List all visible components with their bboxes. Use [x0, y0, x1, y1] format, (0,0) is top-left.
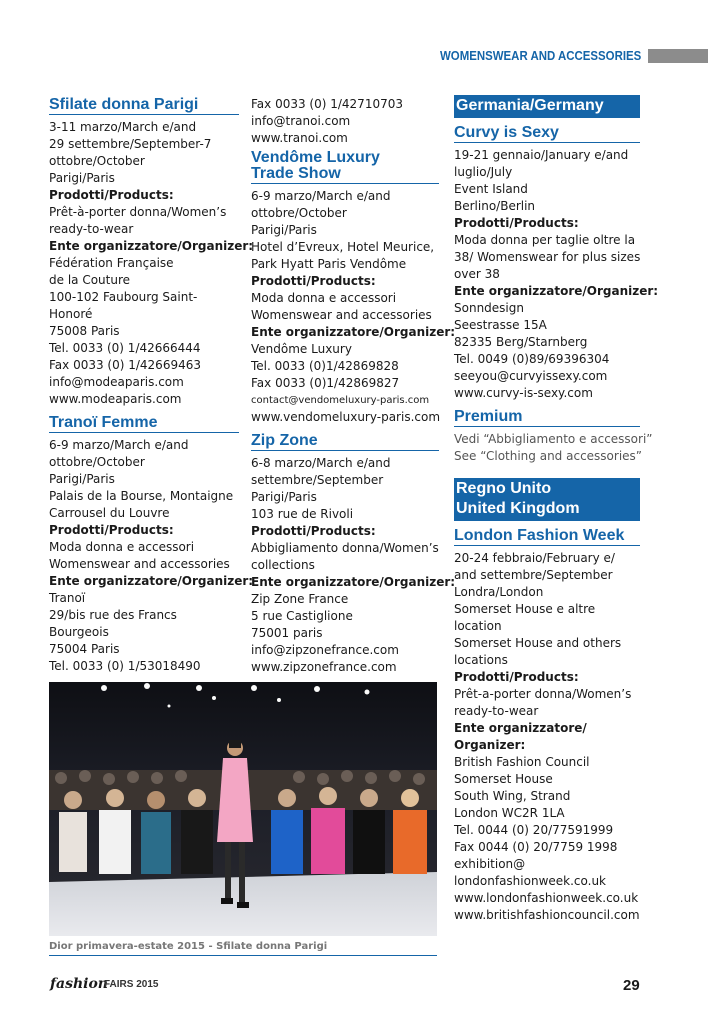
- organizer-text: 29/bis rue des Francs: [49, 608, 177, 622]
- fair-detail: ottobre/October: [49, 154, 145, 168]
- fair-detail: Londra/London: [454, 585, 544, 599]
- fair-detail: locations: [454, 653, 508, 667]
- products-text: Moda donna e accessori: [251, 291, 397, 305]
- fair-detail: Parigi/Paris: [251, 490, 317, 504]
- organizer-website: www.vendomeluxury-paris.com: [251, 410, 441, 424]
- organizer-text: British Fashion Council: [454, 755, 590, 769]
- fair-detail: 29 settembre/September-7: [49, 137, 212, 151]
- fair-detail: 20-24 febbraio/February e/: [454, 551, 615, 565]
- country-header: Germania/Germany: [454, 95, 640, 118]
- caption-rule: [49, 955, 437, 956]
- products-text: over 38: [454, 267, 500, 281]
- products-label: Prodotti/Products:: [49, 523, 174, 537]
- organizer-text: 5 rue Castiglione: [251, 609, 353, 623]
- fair-detail: Somerset House and others: [454, 636, 622, 650]
- organizer-email: londonfashionweek.co.uk: [454, 874, 607, 888]
- fair-title: London Fashion Week: [454, 527, 640, 546]
- fair-detail: 6-9 marzo/March e/and: [251, 189, 391, 203]
- fair-title: [251, 150, 439, 184]
- organizer-website: www.londonfashionweek.co.uk: [454, 891, 639, 905]
- organizer-text: 100-102 Faubourg Saint-: [49, 290, 198, 304]
- products-text: 38/ Womenswear for plus sizes: [454, 250, 641, 264]
- fair-detail: Palais de la Bourse, Montaigne: [49, 489, 234, 503]
- organizer-website: www.modeaparis.com: [49, 392, 182, 406]
- fair-title: Curvy is Sexy: [454, 124, 640, 143]
- organizer-label: Ente organizzatore/Organizer:: [49, 239, 254, 253]
- organizer-website: www.curvy-is-sexy.com: [454, 386, 593, 400]
- fair-detail: 103 rue de Rivoli: [251, 507, 354, 521]
- products-label: Prodotti/Products:: [454, 216, 579, 230]
- organizer-label: Ente organizzatore/Organizer:: [454, 284, 659, 298]
- organizer-text: de la Couture: [49, 273, 131, 287]
- organizer-website: www.britishfashioncouncil.com: [454, 908, 640, 922]
- cross-reference: Vedi “Abbigliamento e accessori”: [454, 432, 653, 446]
- fair-detail: Parigi/Paris: [49, 171, 115, 185]
- products-text: Moda donna per taglie oltre la: [454, 233, 636, 247]
- fair-detail: Hotel d’Evreux, Hotel Meurice,: [251, 240, 435, 254]
- products-text: Moda donna e accessori: [49, 540, 195, 554]
- column-right: [454, 95, 659, 924]
- products-text: ready-to-wear: [49, 222, 134, 236]
- organizer-text: 82335 Berg/Starnberg: [454, 335, 588, 349]
- fair-detail: luglio/July: [454, 165, 513, 179]
- fair-title: Premium: [454, 408, 640, 427]
- fair-title-line: Trade Show: [251, 165, 341, 182]
- page-number: 29: [623, 977, 640, 994]
- country-header: [454, 478, 640, 521]
- photo-caption: Dior primavera-estate 2015 - Sfilate donna Parigi: [49, 941, 328, 952]
- runway-photo-illustration: [49, 682, 437, 936]
- fair-detail: Somerset House e altre: [454, 602, 596, 616]
- organizer-text: Tel. 0033 (0)1/42869828: [251, 359, 399, 373]
- fair-detail: Parigi/Paris: [49, 472, 115, 486]
- organizer-text: Vendôme Luxury: [251, 342, 352, 356]
- fair-detail: Berlino/Berlin: [454, 199, 536, 213]
- organizer-text: Tel. 0044 (0) 20/77591999: [454, 823, 614, 837]
- products-text: Womenswear and accessories: [251, 308, 432, 322]
- organizer-email: info@modeaparis.com: [49, 375, 184, 389]
- header-bar: [648, 49, 708, 63]
- products-text: Womenswear and accessories: [49, 557, 230, 571]
- organizer-text: Fax 0033 (0) 1/42669463: [49, 358, 201, 372]
- publication-title: FAIRS 2015: [104, 979, 159, 990]
- country-header-line: Regno Unito: [456, 480, 552, 497]
- organizer-text: Tranoï: [49, 591, 86, 605]
- organizer-text: London WC2R 1LA: [454, 806, 565, 820]
- organizer-text: 75004 Paris: [49, 642, 120, 656]
- fair-detail: settembre/September: [251, 473, 384, 487]
- organizer-text: Honoré: [49, 307, 93, 321]
- column-middle: [251, 96, 456, 676]
- organizer-label: Ente organizzatore/Organizer:: [251, 325, 456, 339]
- organizer-text: Seestrasse 15A: [454, 318, 547, 332]
- organizer-text: Sonndesign: [454, 301, 524, 315]
- products-text: ready-to-wear: [454, 704, 539, 718]
- fair-detail: and settembre/September: [454, 568, 613, 582]
- products-label: Prodotti/Products:: [251, 274, 376, 288]
- fair-detail: 3-11 marzo/March e/and: [49, 120, 197, 134]
- organizer-label: Organizer:: [454, 738, 526, 752]
- products-text: collections: [251, 558, 315, 572]
- fair-detail: 6-8 marzo/March e/and: [251, 456, 391, 470]
- fair-detail: Park Hyatt Paris Vendôme: [251, 257, 407, 271]
- organizer-label: Ente organizzatore/Organizer:: [251, 575, 456, 589]
- fair-title-line: Vendôme Luxury: [251, 149, 380, 166]
- organizer-website: www.tranoi.com: [251, 131, 348, 145]
- runway-photo: [49, 682, 437, 936]
- organizer-text: Tel. 0033 (0) 1/42666444: [49, 341, 201, 355]
- products-label: Prodotti/Products:: [251, 524, 376, 538]
- organizer-email: exhibition@: [454, 857, 526, 871]
- fair-detail: location: [454, 619, 502, 633]
- organizer-text: Bourgeois: [49, 625, 109, 639]
- fair-title: Zip Zone: [251, 432, 439, 451]
- fair-detail: 19-21 gennaio/January e/and: [454, 148, 629, 162]
- fair-detail: Event Island: [454, 182, 528, 196]
- fair-detail: ottobre/October: [251, 206, 347, 220]
- magazine-logo: fashion: [50, 976, 108, 992]
- products-label: Prodotti/Products:: [49, 188, 174, 202]
- organizer-label: Ente organizzatore/: [454, 721, 587, 735]
- fair-detail: 6-9 marzo/March e/and: [49, 438, 189, 452]
- fair-title: Tranoï Femme: [49, 414, 239, 433]
- organizer-text: 75001 paris: [251, 626, 323, 640]
- organizer-website: www.zipzonefrance.com: [251, 660, 397, 674]
- organizer-text: South Wing, Strand: [454, 789, 571, 803]
- cross-reference: See “Clothing and accessories”: [454, 449, 643, 463]
- organizer-text: Fax 0033 (0) 1/42710703: [251, 97, 403, 111]
- organizer-text: Fax 0033 (0)1/42869827: [251, 376, 400, 390]
- fair-title: Sfilate donna Parigi: [49, 96, 239, 115]
- organizer-email: info@zipzonefrance.com: [251, 643, 399, 657]
- fair-detail: ottobre/October: [49, 455, 145, 469]
- organizer-text: Somerset House: [454, 772, 553, 786]
- organizer-text: Tel. 0049 (0)89/69396304: [454, 352, 610, 366]
- organizer-text: Fédération Française: [49, 256, 174, 270]
- organizer-text: Fax 0044 (0) 20/7759 1998: [454, 840, 618, 854]
- organizer-label: Ente organizzatore/Organizer:: [49, 574, 254, 588]
- organizer-text: Zip Zone France: [251, 592, 349, 606]
- organizer-email: info@tranoi.com: [251, 114, 351, 128]
- section-header: WOMENSWEAR AND ACCESSORIES: [440, 48, 642, 63]
- fair-detail: Parigi/Paris: [251, 223, 317, 237]
- products-text: Prêt-à-porter donna/Women’s: [49, 205, 227, 219]
- products-text: Abbigliamento donna/Women’s: [251, 541, 439, 555]
- column-left: [49, 96, 254, 675]
- products-text: Prêt-a-porter donna/Women’s: [454, 687, 632, 701]
- organizer-text: Tel. 0033 (0) 1/53018490: [49, 659, 201, 673]
- country-header-line: United Kingdom: [456, 500, 580, 517]
- organizer-email: contact@vendomeluxury-paris.com: [251, 395, 430, 406]
- fair-detail: Carrousel du Louvre: [49, 506, 170, 520]
- organizer-text: 75008 Paris: [49, 324, 120, 338]
- organizer-email: seeyou@curvyissexy.com: [454, 369, 608, 383]
- products-label: Prodotti/Products:: [454, 670, 579, 684]
